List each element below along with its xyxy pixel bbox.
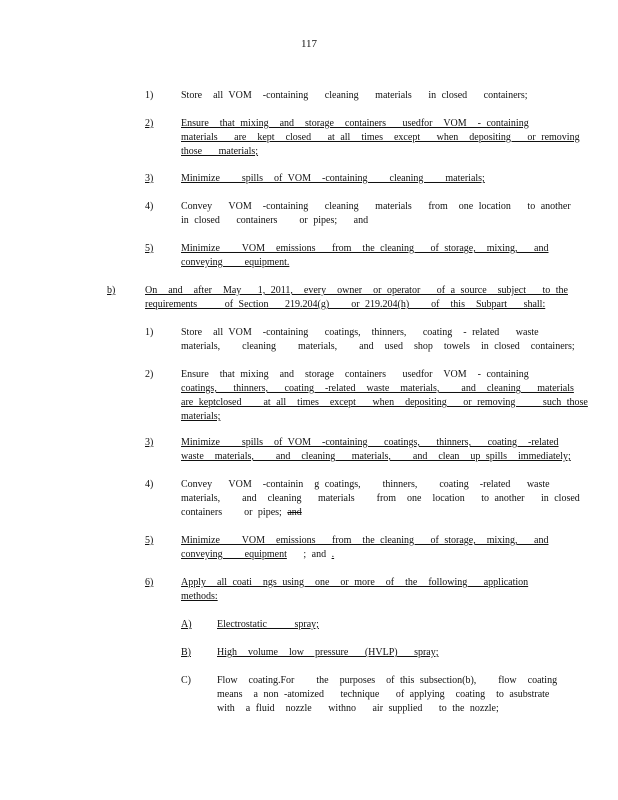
text-line	[217, 674, 558, 688]
inserted-text: materials;	[181, 411, 221, 422]
inserted-text: those materials;	[181, 146, 259, 157]
text-segment: materials, cleaning materials, and used shop towels in closed containers;	[181, 341, 575, 352]
text-line	[181, 256, 541, 270]
inserted-text: Minimize VOM emissions from the cleaning of storage, mixing, and	[181, 243, 549, 254]
item-text	[181, 368, 588, 424]
item-text	[217, 618, 532, 632]
item-number: B)	[181, 647, 191, 658]
item-text	[181, 89, 541, 103]
text-line	[181, 410, 541, 424]
text-line	[145, 284, 568, 298]
item-number: 6)	[145, 577, 154, 588]
text-line	[181, 506, 541, 520]
item-text	[181, 534, 549, 562]
text-segment: Convey VOM -containin g coatings, thinners, coating -related waste	[181, 479, 550, 490]
item-number: 4)	[145, 201, 154, 212]
item-number: 1)	[145, 327, 154, 338]
inserted-text: conveying equipment.	[181, 257, 290, 268]
item-number: b)	[107, 285, 116, 296]
text-line	[217, 618, 532, 632]
item-text	[181, 200, 571, 228]
item-number: 5)	[145, 535, 154, 546]
text-segment: Flow coating.For the purposes of this subsection(b), flow coating	[217, 675, 558, 686]
text-line	[217, 646, 532, 660]
text-line	[181, 436, 559, 450]
text-segment: Store all VOM -containing coatings, thinners, coating - related waste	[181, 327, 539, 338]
inserted-text: materials are kept closed at all times except when depositing or removing	[181, 132, 580, 143]
item-text	[181, 172, 541, 186]
text-line	[181, 548, 541, 562]
text-line	[181, 89, 541, 103]
inserted-text: Ensure that mixing and storage containers usedfor VOM - containing	[181, 118, 529, 129]
text-segment: in closed containers or pipes; and	[181, 215, 369, 226]
inserted-text: Minimize spills of VOM -containing cleaning materials;	[181, 173, 485, 184]
page-number: 117	[300, 38, 318, 50]
inserted-text: coatings, thinners, coating -related waste materials, and cleaning materials	[181, 383, 574, 394]
text-line	[181, 117, 541, 131]
text-line	[181, 145, 541, 159]
text-line	[181, 214, 541, 228]
text-line	[181, 450, 571, 464]
item-text	[181, 117, 580, 159]
text-line	[181, 576, 541, 590]
text-line	[217, 702, 532, 716]
text-line	[145, 298, 546, 312]
text-line	[181, 382, 574, 396]
inserted-text: Apply all coati ngs using one or more of the following application	[181, 577, 529, 588]
text-segment: containers or pipes;	[181, 507, 288, 518]
inserted-text: are keptclosed at all times except when depositing or removing such those	[181, 397, 588, 408]
text-segment: with a fluid nozzle withno air supplied to the nozzle;	[217, 703, 499, 714]
item-number: 2)	[145, 369, 154, 380]
item-number: 3)	[145, 437, 154, 448]
text-segment: Ensure that mixing and storage containers usedfor VOM - containing	[181, 369, 529, 380]
item-text	[181, 326, 575, 354]
inserted-text: High volume low pressure (HVLP) spray;	[217, 647, 439, 658]
item-number: 4)	[145, 479, 154, 490]
text-line	[181, 242, 549, 256]
item-number: C)	[181, 675, 191, 686]
item-number: A)	[181, 619, 192, 630]
item-text	[181, 242, 549, 270]
inserted-text: requirements of Section 219.204(g) or 219.204(h) of this Subpart shall:	[145, 299, 546, 310]
text-line	[181, 492, 580, 506]
item-number: 2)	[145, 118, 154, 129]
item-number: 3)	[145, 173, 154, 184]
text-segment: materials, and cleaning materials from one location to another in closed	[181, 493, 580, 504]
text-segment: means a non -atomized technique of applying coating to asubstrate	[217, 689, 550, 700]
inserted-text: Minimize spills of VOM -containing coatings, thinners, coating -related	[181, 437, 559, 448]
text-line	[181, 396, 588, 410]
item-text	[145, 284, 568, 312]
text-line	[181, 478, 550, 492]
inserted-text: On and after May 1, 2011, every owner or operator of a source subject to the	[145, 285, 568, 296]
item-number: 5)	[145, 243, 154, 254]
text-line	[181, 534, 549, 548]
item-text	[217, 674, 558, 716]
inserted-text: Minimize VOM emissions from the cleaning of storage, mixing, and	[181, 535, 549, 546]
text-line	[181, 590, 541, 604]
text-line	[181, 326, 541, 340]
item-text	[181, 436, 571, 464]
text-segment: ; and	[286, 549, 332, 560]
item-text	[181, 576, 541, 604]
inserted-text: .	[331, 549, 335, 560]
inserted-text: waste materials, and cleaning materials, and clean up spills immediately;	[181, 451, 571, 462]
text-segment: Convey VOM -containing cleaning materials from one location to another	[181, 201, 571, 212]
inserted-text: Electrostatic spray;	[217, 619, 319, 630]
item-text	[217, 646, 532, 660]
inserted-text: conveying equipment	[181, 549, 287, 560]
text-line	[181, 131, 580, 145]
text-line	[181, 368, 541, 382]
deleted-text: and	[287, 507, 302, 518]
text-segment: Store all VOM -containing cleaning materials in closed containers;	[181, 90, 528, 101]
text-line	[181, 172, 541, 186]
item-number: 1)	[145, 90, 154, 101]
text-line	[181, 340, 575, 354]
inserted-text: methods:	[181, 591, 218, 602]
text-line	[217, 688, 550, 702]
item-text	[181, 478, 580, 520]
text-line	[181, 200, 571, 214]
